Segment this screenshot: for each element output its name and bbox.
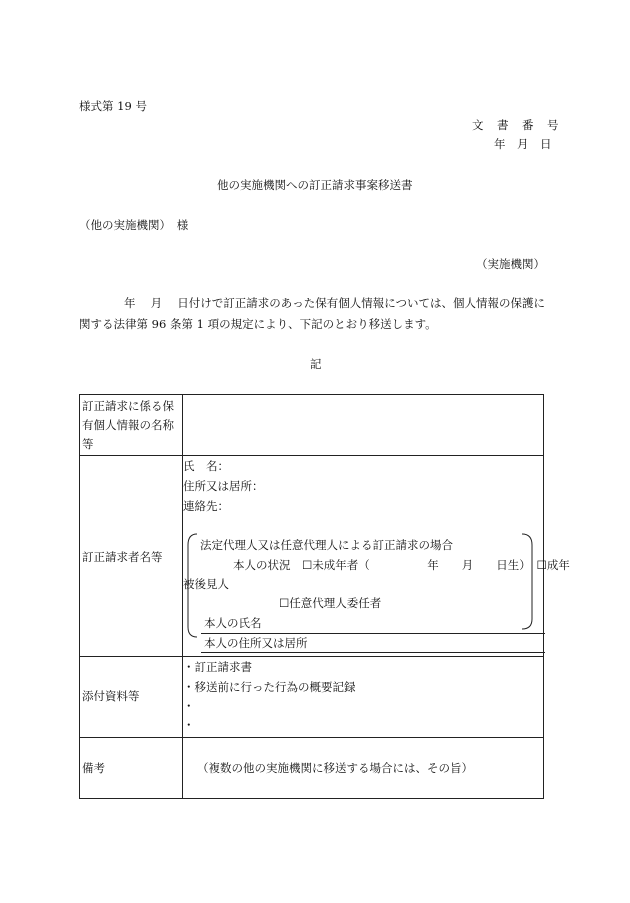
document-number-label: 文 書 番 号 bbox=[472, 118, 560, 132]
sender: （実施機関） bbox=[476, 257, 545, 271]
principal-address-label: 本人の住所又は居所 bbox=[204, 636, 308, 650]
principal-address-underline bbox=[201, 652, 545, 653]
principal-status-continued: 被後見人 bbox=[183, 577, 229, 591]
row-divider bbox=[80, 455, 543, 456]
row-divider bbox=[80, 737, 543, 738]
page-title: 他の実施機関への訂正請求事案移送書 bbox=[217, 178, 413, 192]
voluntary-agent-checkbox-label: ☐任意代理人委任者 bbox=[279, 596, 382, 610]
body-line-1: 年 月 日付けで訂正請求のあった保有個人情報については、個人情報の保護に bbox=[124, 296, 545, 310]
row1-label-line: 有個人情報の名称 bbox=[82, 418, 174, 432]
attachment-item: ・ bbox=[183, 699, 195, 713]
form-number: 様式第 19 号 bbox=[79, 99, 147, 113]
row3-label: 添付資料等 bbox=[82, 689, 140, 703]
principal-name-label: 本人の氏名 bbox=[204, 616, 262, 630]
attachment-item: ・ bbox=[183, 718, 195, 732]
agent-heading: 法定代理人又は任意代理人による訂正請求の場合 bbox=[200, 538, 453, 552]
date-label: 年 月 日 bbox=[494, 137, 552, 151]
row1-label-line: 訂正請求に係る保 bbox=[82, 399, 174, 413]
attachment-item: ・移送前に行った行為の概要記録 bbox=[183, 680, 356, 694]
row2-label: 訂正請求者名等 bbox=[82, 550, 163, 564]
requester-contact-label: 連絡先： bbox=[183, 499, 229, 513]
row4-label: 備考 bbox=[82, 761, 105, 775]
row1-label-line: 等 bbox=[82, 437, 94, 451]
principal-status-line: 本人の状況 ☐未成年者（ 年 月 日生） ☐成年 bbox=[233, 558, 570, 572]
body-line-2: 関する法律第 96 条第 1 項の規定により、下記のとおり移送します。 bbox=[79, 317, 437, 331]
requester-name-label: 氏 名： bbox=[183, 459, 229, 473]
requester-address-label: 住所又は居所： bbox=[183, 479, 264, 493]
ki-label: 記 bbox=[310, 357, 322, 371]
row1-label bbox=[82, 397, 180, 454]
remarks-note: （複数の他の実施機関に移送する場合には、その旨） bbox=[197, 761, 473, 775]
row-divider bbox=[80, 656, 543, 657]
addressee: （他の実施機関） 様 bbox=[79, 218, 189, 232]
attachment-item: ・訂正請求書 bbox=[183, 660, 252, 674]
form-table bbox=[79, 394, 570, 799]
principal-name-underline bbox=[201, 633, 545, 634]
